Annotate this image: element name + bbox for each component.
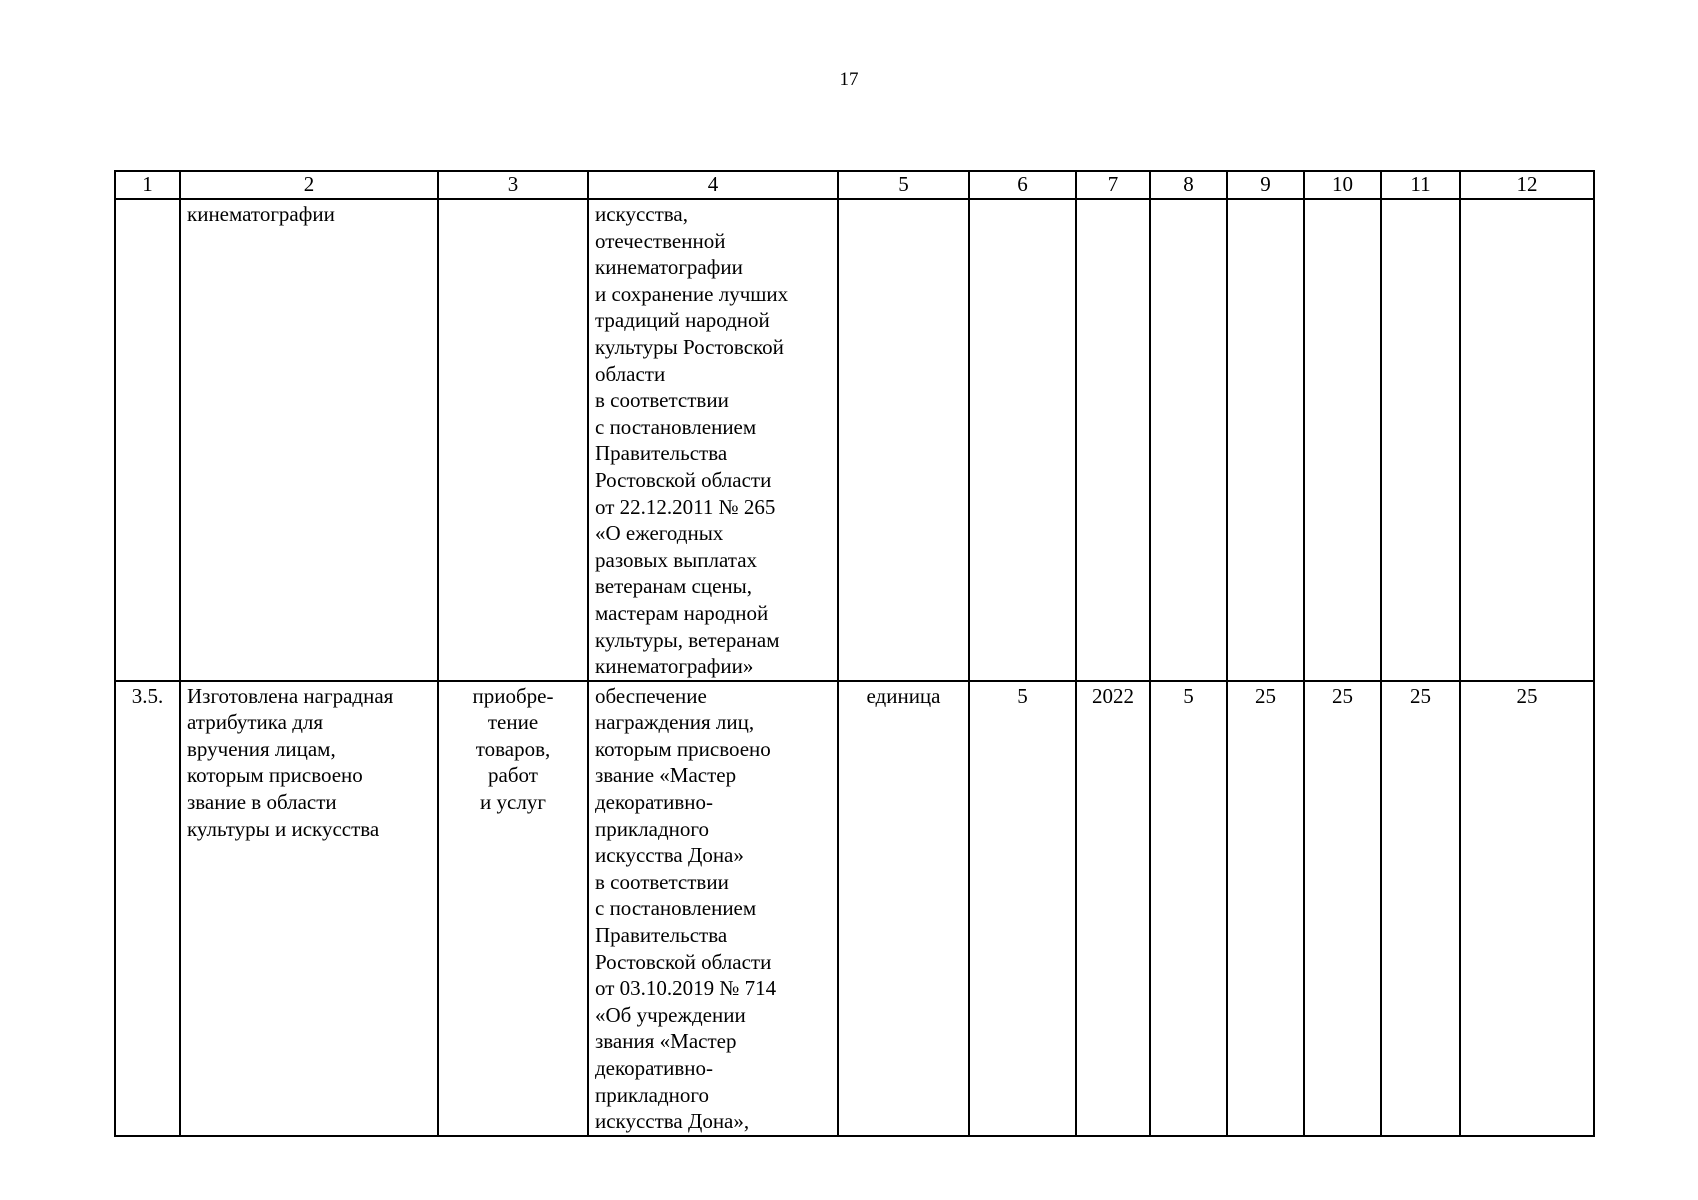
type-cell: приобре- тение товаров, работ и услуг	[438, 681, 588, 1136]
document-table	[114, 170, 1595, 1137]
header-cell-8: 8	[1150, 171, 1227, 199]
year-cell: 2022	[1076, 681, 1150, 1136]
result-name-cell: Изготовлена наградная атрибутика для вручения лицам, которым присвоено звание в области культуры и искусства	[180, 681, 438, 1136]
table-header-row	[115, 171, 1594, 199]
header-cell-2: 2	[180, 171, 438, 199]
value-cell-11	[1381, 199, 1460, 681]
table-row	[115, 199, 1594, 681]
header-cell-4: 4	[588, 171, 838, 199]
unit-cell: единица	[838, 681, 969, 1136]
unit-cell	[838, 199, 969, 681]
value-cell-10	[1304, 199, 1381, 681]
table-row	[115, 681, 1594, 1136]
value-cell-6	[969, 199, 1076, 681]
value-cell-9: 25	[1227, 681, 1304, 1136]
year-cell	[1076, 199, 1150, 681]
header-cell-3: 3	[438, 171, 588, 199]
value-cell-8	[1150, 199, 1227, 681]
value-cell-9	[1227, 199, 1304, 681]
value-cell-6: 5	[969, 681, 1076, 1136]
value-cell-12: 25	[1460, 681, 1594, 1136]
header-cell-11: 11	[1381, 171, 1460, 199]
row-number-cell: 3.5.	[115, 681, 180, 1136]
result-name-cell: кинематографии	[180, 199, 438, 681]
value-cell-12	[1460, 199, 1594, 681]
header-cell-5: 5	[838, 171, 969, 199]
description-cell: обеспечение награждения лиц, которым присвоено звание «Мастер декоративно- прикладного искусства Дона» в соответствии с постановлением Правительства Ростовской области от 03.10.2019 № 714 «Об учреждении звания «Мастер декоративно- прикладного искусства Дона»,	[588, 681, 838, 1136]
row-number-cell	[115, 199, 180, 681]
header-cell-10: 10	[1304, 171, 1381, 199]
type-cell	[438, 199, 588, 681]
description-cell: искусства, отечественной кинематографии и сохранение лучших традиций народной культуры Ростовской области в соответствии с постановлением Правительства Ростовской области от 22.12.2011 № 265 «О ежегодных разовых выплатах ветеранам сцены, мастерам народной культуры, ветеранам кинематографии»	[588, 199, 838, 681]
header-cell-6: 6	[969, 171, 1076, 199]
header-cell-1: 1	[115, 171, 180, 199]
page-number: 17	[839, 69, 859, 90]
header-cell-9: 9	[1227, 171, 1304, 199]
header-cell-12: 12	[1460, 171, 1594, 199]
header-cell-7: 7	[1076, 171, 1150, 199]
value-cell-10: 25	[1304, 681, 1381, 1136]
value-cell-8: 5	[1150, 681, 1227, 1136]
value-cell-11: 25	[1381, 681, 1460, 1136]
